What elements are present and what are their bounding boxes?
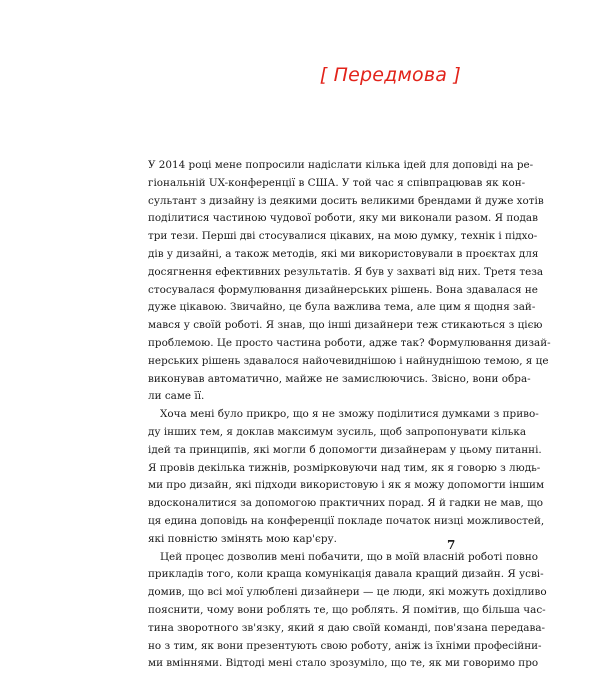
text-line: три тези. Перші дві стосувалися цікавих, на мою думку, технік і підхо- (148, 230, 538, 243)
text-line: нерських рішень здавалося найочевиднішою і найнуднішою темою, я це (148, 354, 549, 367)
text-line: тина зворотного зв'язку, який я даю своїй команді, пов'язана передава- (148, 621, 546, 634)
text-line: ця едина доповідь на конференції покладе початок низці можливостей, (148, 514, 545, 527)
text-line: ми вміннями. Відтоді мені стало зрозуміло, що те, як ми говоримо про (148, 657, 539, 670)
text-line: ідей та принципів, які могли б допомогти дизайнерам у цьому питанні. (148, 443, 542, 456)
text-line: дуже цікавою. Звичайно, це була важлива тема, але цим я щодня зай- (148, 301, 536, 314)
page-number: 7 (447, 538, 456, 552)
text-line: мався у своїй роботі. Я знав, що інші дизайнери теж стикаються з цією (148, 319, 543, 332)
text-line: які повністю змінять мою кар'єру. (148, 532, 337, 545)
paragraph (148, 157, 551, 406)
text-line: Хоча мені було прикро, що я не зможу поділитися думками з приво- (160, 408, 539, 421)
text-line: пояснити, чому вони роблять те, що роблять. Я помітив, що більша час- (148, 603, 546, 616)
text-line: домив, що всі мої улюблені дизайнери — це люди, які можуть дохідливо (148, 586, 547, 599)
text-line: ми про дизайн, які підходи використовую і як я можу допомогти іншим (148, 479, 545, 492)
chapter-heading (0, 64, 461, 86)
text-line: поділитися частиною чудової роботи, яку ми виконали разом. Я подав (148, 212, 538, 225)
text-line: Цей процес дозволив мені побачити, що в моїй власній роботі повно (160, 550, 539, 563)
text-line: ли саме її. (148, 390, 205, 403)
text-line: ду інших тем, я доклав максимум зусиль, щоб запропонувати кілька (148, 425, 527, 438)
body-text (148, 157, 551, 673)
paragraph (148, 406, 545, 548)
text-line: досягнення ефективних результатів. Я був у захваті від них. Третя теза (148, 265, 544, 278)
paragraph (148, 549, 547, 673)
heading-title: Передмова (333, 64, 448, 86)
text-line: Я провів декілька тижнів, розмірковуючи над тим, як я говорю з людь- (148, 461, 541, 474)
text-line: гіональній UX-конференції в США. У той час я співпрацював як кон- (148, 176, 526, 189)
heading-bracket-open: [ (319, 64, 328, 86)
text-line: стосувалася формулювання дизайнерських рішень. Вона здавалася не (148, 283, 538, 296)
text-line: проблемою. Це просто частина роботи, адже так? Формулювання дизай- (148, 336, 551, 349)
text-line: вдосконалитися за допомогою практичних порад. Я й гадки не мав, що (148, 497, 544, 510)
heading-bracket-close: ] (453, 64, 461, 86)
text-line: У 2014 році мене попросили надіслати кілька ідей для доповіді на ре- (148, 159, 534, 171)
text-line: дів у дизайні, а також методів, які ми використовували в проєктах для (148, 247, 539, 260)
text-line: прикладів того, коли краща комунікація давала кращий дизайн. Я усві- (148, 568, 544, 581)
text-line: сультант з дизайну із деякими досить великими брендами й дуже хотів (148, 194, 544, 207)
text-line: но з тим, як вони презентують свою роботу, аніж із їхніми професійни- (148, 639, 542, 652)
text-line: виконував автоматично, майже не замислюючись. Звісно, вони обра- (148, 372, 531, 385)
